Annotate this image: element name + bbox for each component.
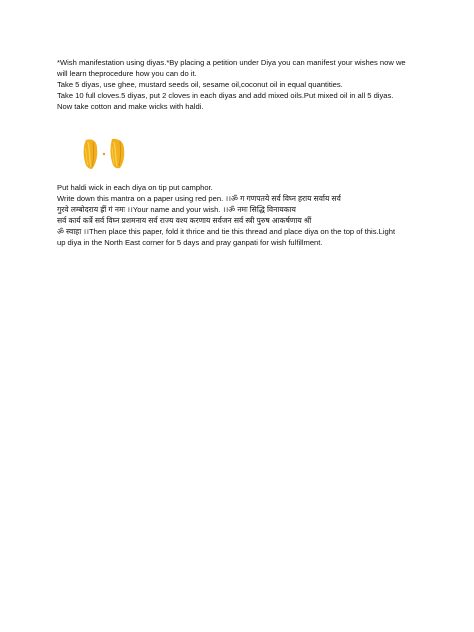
haldi-wicks-image xyxy=(82,138,128,170)
text-line: सर्व कार्य कर्त्रे सर्व विघ्न प्रशमनाय सर्व राज्य वश्य करणाय सर्वजन सर्व स्त्री पुरुष आकर्षणाय श्रीं xyxy=(57,216,312,225)
steps-paragraph xyxy=(57,182,419,248)
text-line: Take 10 full cloves.5 diyas, put 2 cloves in each diyas and add mixed oils.Put mixed oil in all 5 diyas. xyxy=(57,91,394,100)
dot-mark xyxy=(103,153,105,155)
text-line: Write down this mantra on a paper using red pen. ।।ॐ ग गणपतये सर्व विघ्न हराय सर्वाय सर्व xyxy=(57,194,341,203)
right-wick xyxy=(111,139,125,168)
text-line: Put haldi wick in each diya on tip put camphor. xyxy=(57,183,213,192)
left-wick xyxy=(84,139,98,169)
intro-paragraph xyxy=(57,57,419,112)
text-line: गुरवे लम्बोदराय ह्रीं गं नमः ।।Your name and your wish. ।।ॐ नमः सिद्धि विनायकाय xyxy=(57,205,296,214)
text-line: will learn theprocedure how you can do it. xyxy=(57,69,197,78)
text-line: up diya in the North East corner for 5 days and pray ganpati for wish fulfillment. xyxy=(57,238,323,247)
text-line: ॐ स्वाहा ।।Then place this paper, fold it thrice and tie this thread and place diya on the top of this.Light xyxy=(57,227,396,236)
text-line: Take 5 diyas, use ghee, mustard seeds oil, sesame oil,coconut oil in equal quantities. xyxy=(57,80,343,89)
text-line: Now take cotton and make wicks with haldi. xyxy=(57,102,204,111)
text-line: *Wish manifestation using diyas.*By placing a petition under Diya you can manifest your wishes now we xyxy=(57,58,406,67)
